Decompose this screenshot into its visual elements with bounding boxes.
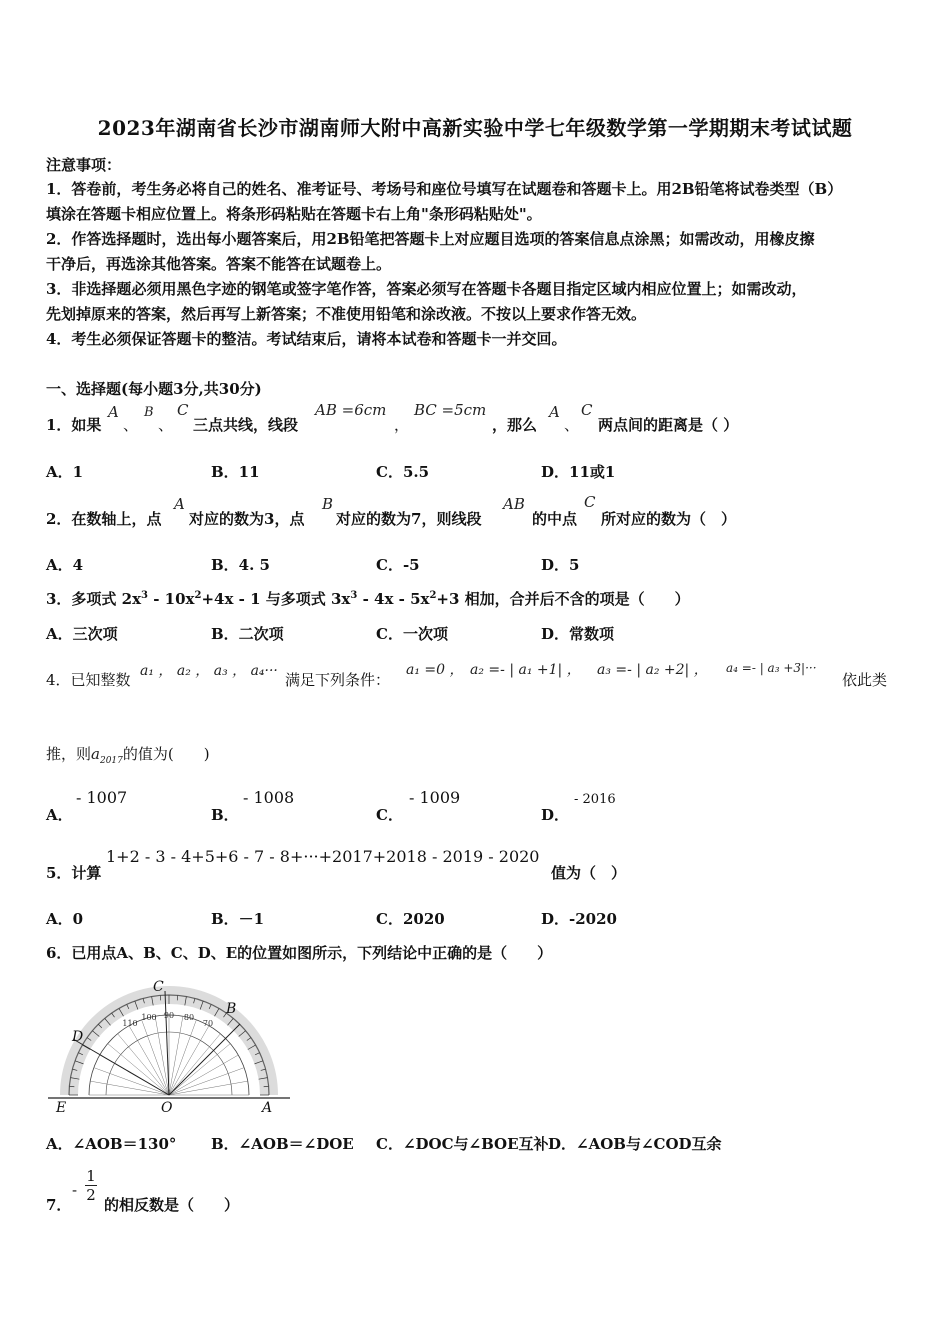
q6-option-b[interactable]: B．∠AOB＝∠DOE <box>211 1135 354 1153</box>
q2-text: 对应的数为7，则线段 <box>336 510 482 528</box>
q1-sep: 、 <box>158 416 174 434</box>
q5-text: 值为（ ） <box>551 864 627 882</box>
protractor-tick-label: 110 <box>122 1019 138 1028</box>
q1-option-b[interactable]: B．11 <box>211 463 260 481</box>
q5-expression: 1+2 - 3 - 4+5+6 - 7 - 8+···+2017+2018 - 2019 - 2020 <box>106 847 540 866</box>
notice-line: 1．答卷前，考生务必将自己的姓名、准考证号、考场号和座位号填写在试题卷和答题卡上。用2B铅笔将试卷类型（B） <box>46 180 843 198</box>
q3-option-b[interactable]: B．二次项 <box>211 625 284 643</box>
q7-fraction <box>85 1167 97 1204</box>
q1-option-c[interactable]: C．5.5 <box>376 463 430 481</box>
q4-condition-1: a₁ =0 ， <box>406 662 464 678</box>
q4-text: 推，则$a_{2017}$的值为( ) <box>46 745 210 766</box>
q4-condition-2: a₂ =- | a₁ +1| ， <box>470 662 581 678</box>
q6-option-a[interactable]: A．∠AOB＝130° <box>46 1135 177 1153</box>
q1-text: 三点共线，线段 <box>193 416 299 434</box>
q3-text: 3．多项式 $2x^3 - 10x^2+4x - 1$ 与多项式 $3x^3 - 4x - 5x^2+3$ 相加，合并后不含的项是（ ） <box>46 590 690 608</box>
notice-line: 先划掉原来的答案，然后再写上新答案；不准使用铅笔和涂改液。不按以上要求作答无效。 <box>46 305 647 323</box>
q1-point-c2: C <box>581 401 593 419</box>
q1-option-d[interactable]: D．11或1 <box>541 463 616 481</box>
q1-segment-bc: BC =5cm <box>414 401 487 419</box>
q2-option-a[interactable]: A．4 <box>46 556 84 574</box>
q7-text: 的相反数是（ ） <box>104 1196 240 1214</box>
protractor-tick-label: 80 <box>183 1013 195 1022</box>
notice-heading: 注意事项： <box>46 156 122 174</box>
q3-option-d[interactable]: D．常数项 <box>541 625 615 643</box>
q4-option-b-value: - 1008 <box>243 788 295 807</box>
notice-line: 2．作答选择题时，选出每小题答案后，用2B铅笔把答题卡上对应题目选项的答案信息点涂黑；如需改动，用橡皮擦 <box>46 230 815 248</box>
q1-text: ，那么 <box>492 416 538 434</box>
q6-text: 6．已用点A、B、C、D、E的位置如图所示，下列结论中正确的是（ ） <box>46 944 553 962</box>
q1-text: 两点间的距离是（ ） <box>598 416 739 434</box>
q5-option-b[interactable]: B．－1 <box>211 910 265 928</box>
q2-text: 所对应的数为（ ） <box>601 510 737 528</box>
figure-label-b: B <box>226 1001 237 1017</box>
q2-segment-ab: AB <box>503 495 525 513</box>
q1-point-a2: A <box>549 403 560 421</box>
q4-condition-3: a₃ =- | a₂ +2| ， <box>597 662 708 678</box>
q1-segment-ab: AB =6cm <box>315 401 387 419</box>
figure-label-c: C <box>153 979 164 995</box>
protractor-tick-label: 100 <box>141 1013 157 1022</box>
figure-label-e: E <box>56 1100 67 1116</box>
q4-option-d[interactable]: D． <box>541 806 570 824</box>
q4-sequence: a₁ ， a₂ ， a₃ ， a₄··· <box>140 663 278 679</box>
q1-sep: 、 <box>564 416 580 434</box>
protractor-tick-label: 70 <box>202 1019 214 1028</box>
q6-option-d[interactable]: D．∠AOB与∠COD互余 <box>548 1135 722 1153</box>
protractor-tick-label: 90 <box>163 1011 175 1020</box>
q4-text: 依此类 <box>842 671 888 689</box>
q1-point-c: C <box>177 401 189 419</box>
q2-text: 2．在数轴上，点 <box>46 510 162 528</box>
q4-option-d-value: - 2016 <box>574 792 616 807</box>
q5-option-a[interactable]: A．0 <box>46 910 84 928</box>
q4-option-a-value: - 1007 <box>76 788 128 807</box>
notice-line: 4．考生必须保证答题卡的整洁。考试结束后，请将本试卷和答题卡一并交回。 <box>46 330 567 348</box>
q7-number: 7． <box>46 1196 72 1214</box>
notice-line: 3．非选择题必须用黑色字迹的钢笔或签字笔作答，答案必须写在答题卡各题目指定区域内相应位置上；如需改动， <box>46 280 807 298</box>
q4-option-a[interactable]: A． <box>46 806 73 824</box>
q4-option-b[interactable]: B． <box>211 806 239 824</box>
notice-line: 干净后，再选涂其他答案。答案不能答在试题卷上。 <box>46 255 392 273</box>
q1-comma: ， <box>394 416 410 434</box>
q5-text: 5．计算 <box>46 864 102 882</box>
q4-text: 满足下列条件： <box>285 671 391 689</box>
q5-option-c[interactable]: C．2020 <box>376 910 445 928</box>
page-title: 2023年湖南省长沙市湖南师大附中高新实验中学七年级数学第一学期期末考试试题 <box>97 116 853 140</box>
q2-text: 的中点 <box>532 510 578 528</box>
q3-option-a[interactable]: A．三次项 <box>46 625 118 643</box>
q3-option-c[interactable]: C．一次项 <box>376 625 448 643</box>
q1-option-a[interactable]: A．1 <box>46 463 84 481</box>
q4-option-c[interactable]: C． <box>376 806 403 824</box>
section-heading: 一、选择题(每小题3分,共30分) <box>46 380 262 398</box>
q2-option-d[interactable]: D．5 <box>541 556 580 574</box>
q7-numerator: 1 <box>86 1167 96 1185</box>
q4-text: 4．已知整数 <box>46 671 131 689</box>
figure-label-o: O <box>161 1100 173 1116</box>
figure-label-d: D <box>72 1029 84 1045</box>
q2-point-b: B <box>322 495 334 513</box>
q2-option-b[interactable]: B．4. 5 <box>211 556 270 574</box>
q4-condition-4: a₄ =- | a₃ +3|··· <box>726 661 817 675</box>
q5-option-d[interactable]: D．-2020 <box>541 910 617 928</box>
q7-denominator: 2 <box>86 1186 96 1204</box>
q4-option-c-value: - 1009 <box>409 788 461 807</box>
protractor-figure <box>44 975 294 1120</box>
q2-point-c: C <box>584 493 596 511</box>
q2-option-c[interactable]: C．-5 <box>376 556 420 574</box>
q2-point-a: A <box>174 495 185 513</box>
q6-option-c[interactable]: C．∠DOC与∠BOE互补 <box>376 1135 549 1153</box>
q2-text: 对应的数为3，点 <box>189 510 305 528</box>
q1-sep: 、 <box>123 416 139 434</box>
q1-point-a: A <box>108 403 119 421</box>
q1-point-b: B <box>144 405 154 420</box>
figure-label-a: A <box>262 1100 273 1116</box>
notice-line: 填涂在答题卡相应位置上。将条形码粘贴在答题卡右上角"条形码粘贴处"。 <box>46 205 542 223</box>
q7-minus: - <box>72 1181 78 1199</box>
q1-text: 1．如果 <box>46 416 102 434</box>
